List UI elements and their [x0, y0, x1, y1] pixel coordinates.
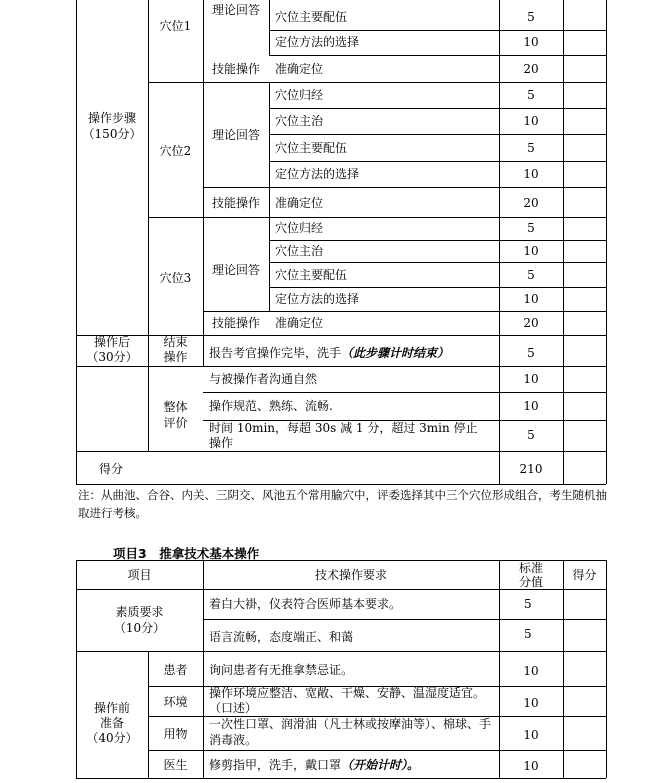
score-cell: 5 — [527, 88, 535, 102]
timing-note: （此步骤计时结束） — [341, 346, 450, 360]
acupoint-3-label: 穴位3 — [159, 271, 192, 285]
requirement-cell: 准确定位 — [275, 316, 324, 330]
section-score-prep: （40分） — [86, 731, 138, 745]
requirement-cell: 准确定位 — [275, 62, 324, 76]
table-note: 注：从曲池、合谷、内关、三阴交、风池五个常用腧穴中，评委选择其中三个穴位形成组合，考生随机抽取进行考核。 — [78, 488, 607, 520]
skill-label: 技能操作 — [211, 316, 260, 330]
section-label-after: 操作后 — [93, 335, 130, 349]
sub-label-end-2: 操作 — [163, 350, 188, 364]
score-cell: 5 — [527, 141, 535, 155]
theory-label: 理论回答 — [211, 263, 260, 277]
sub-label-patient: 患者 — [163, 663, 188, 677]
score-cell: 10 — [523, 167, 539, 181]
acupoint-1-label: 穴位1 — [159, 19, 192, 33]
requirement-cell: 操作规范、熟练、流畅. — [209, 399, 333, 413]
section-label-steps: 操作步骤 — [87, 111, 136, 125]
requirement-cell: 穴位归经 — [275, 221, 324, 235]
score-cell: 10 — [523, 35, 539, 49]
total-label: 得分 — [99, 462, 124, 476]
timing-note: （开始计时）。 — [341, 758, 420, 772]
score-cell: 10 — [523, 696, 539, 710]
theory-label: 理论回答 — [211, 3, 260, 17]
requirement-cell: 穴位主要配伍 — [275, 10, 348, 24]
section-title: 项目3 推拿技术基本操作 — [113, 546, 260, 561]
score-cell: 5 — [527, 268, 535, 282]
requirement-cell: 穴位主要配伍 — [275, 141, 348, 155]
section-score-steps: （150分） — [82, 127, 142, 141]
score-cell: 10 — [523, 759, 539, 773]
requirement-cell: 语言流畅，态度端正、和蔼 — [209, 630, 354, 644]
requirement-cell: 穴位归经 — [275, 88, 324, 102]
requirement-text: 修剪指甲，洗手，戴口罩 — [209, 758, 342, 772]
score-cell: 5 — [527, 346, 535, 360]
section-score-after: （30分） — [86, 350, 138, 364]
requirement-cell: 定位方法的选择 — [275, 35, 360, 49]
section-label-prep: 操作前 — [93, 701, 130, 715]
score-cell: 20 — [523, 316, 539, 330]
sub-label-doctor: 医生 — [163, 758, 188, 772]
score-cell: 10 — [523, 664, 539, 678]
section-label-quality: 素质要求 — [115, 605, 164, 619]
requirement-cell: 与被操作者沟通自然 — [209, 372, 318, 386]
requirement-cell: 定位方法的选择 — [275, 167, 360, 181]
requirement-cell: 操作环境应整洁、宽敞、干燥、安静、温湿度适宜。 — [209, 686, 486, 700]
requirement-cell: 穴位主治 — [275, 244, 324, 258]
score-cell: 20 — [523, 62, 539, 76]
sub-label-supplies: 用物 — [163, 727, 188, 741]
requirement-text: 报告考官操作完毕，洗手 — [209, 346, 342, 360]
requirement-cell: 定位方法的选择 — [275, 292, 360, 306]
score-cell: 10 — [523, 244, 539, 258]
requirement-cell: 着白大褂，仪表符合医师基本要求。 — [209, 597, 402, 611]
requirement-cell: 询问患者有无推拿禁忌证。 — [209, 663, 354, 677]
skill-label: 技能操作 — [211, 196, 260, 210]
header-standard: 标准 — [518, 561, 543, 575]
requirement-cell: 准确定位 — [275, 196, 324, 210]
sub-label-overall: 整体 — [163, 400, 188, 414]
score-cell: 10 — [523, 114, 539, 128]
sub-label-overall-2: 评价 — [163, 416, 188, 430]
sub-label-environment: 环境 — [163, 695, 188, 709]
score-cell: 10 — [523, 292, 539, 306]
requirement-cell — [209, 758, 419, 772]
score-cell: 10 — [523, 399, 539, 413]
requirement-cell: 时间 10min，每超 30s 减 1 分，超过 3min 停止 — [209, 421, 478, 435]
theory-label: 理论回答 — [211, 128, 260, 142]
header-requirement: 技术操作要求 — [314, 568, 387, 582]
score-cell: 5 — [527, 221, 535, 235]
requirement-cell-line2: （口述） — [209, 701, 258, 715]
header-score: 得分 — [572, 568, 597, 582]
score-cell: 5 — [524, 597, 532, 611]
header-item: 项目 — [127, 568, 152, 582]
requirement-cell: 一次性口罩、润滑油（凡士林或按摩油等）、棉球、手 — [209, 717, 492, 731]
header-standard-2: 分值 — [518, 575, 543, 589]
total-score: 210 — [519, 462, 543, 476]
score-cell: 5 — [527, 428, 535, 442]
score-cell: 20 — [523, 196, 539, 210]
requirement-cell-line2: 操作 — [209, 436, 234, 450]
requirement-cell: 穴位主要配伍 — [275, 268, 348, 282]
score-cell: 10 — [523, 372, 539, 386]
score-cell: 10 — [523, 728, 539, 742]
requirement-cell — [209, 346, 449, 360]
sub-label-end: 结束 — [163, 335, 188, 349]
requirement-cell-line2: 消毒液。 — [209, 733, 258, 747]
section-label-prep-2: 准备 — [99, 716, 124, 730]
score-cell: 5 — [524, 627, 532, 641]
requirement-cell: 穴位主治 — [275, 114, 324, 128]
acupoint-2-label: 穴位2 — [159, 144, 192, 158]
skill-label: 技能操作 — [211, 62, 260, 76]
section-score-quality: （10分） — [113, 621, 166, 635]
score-cell: 5 — [527, 10, 535, 24]
